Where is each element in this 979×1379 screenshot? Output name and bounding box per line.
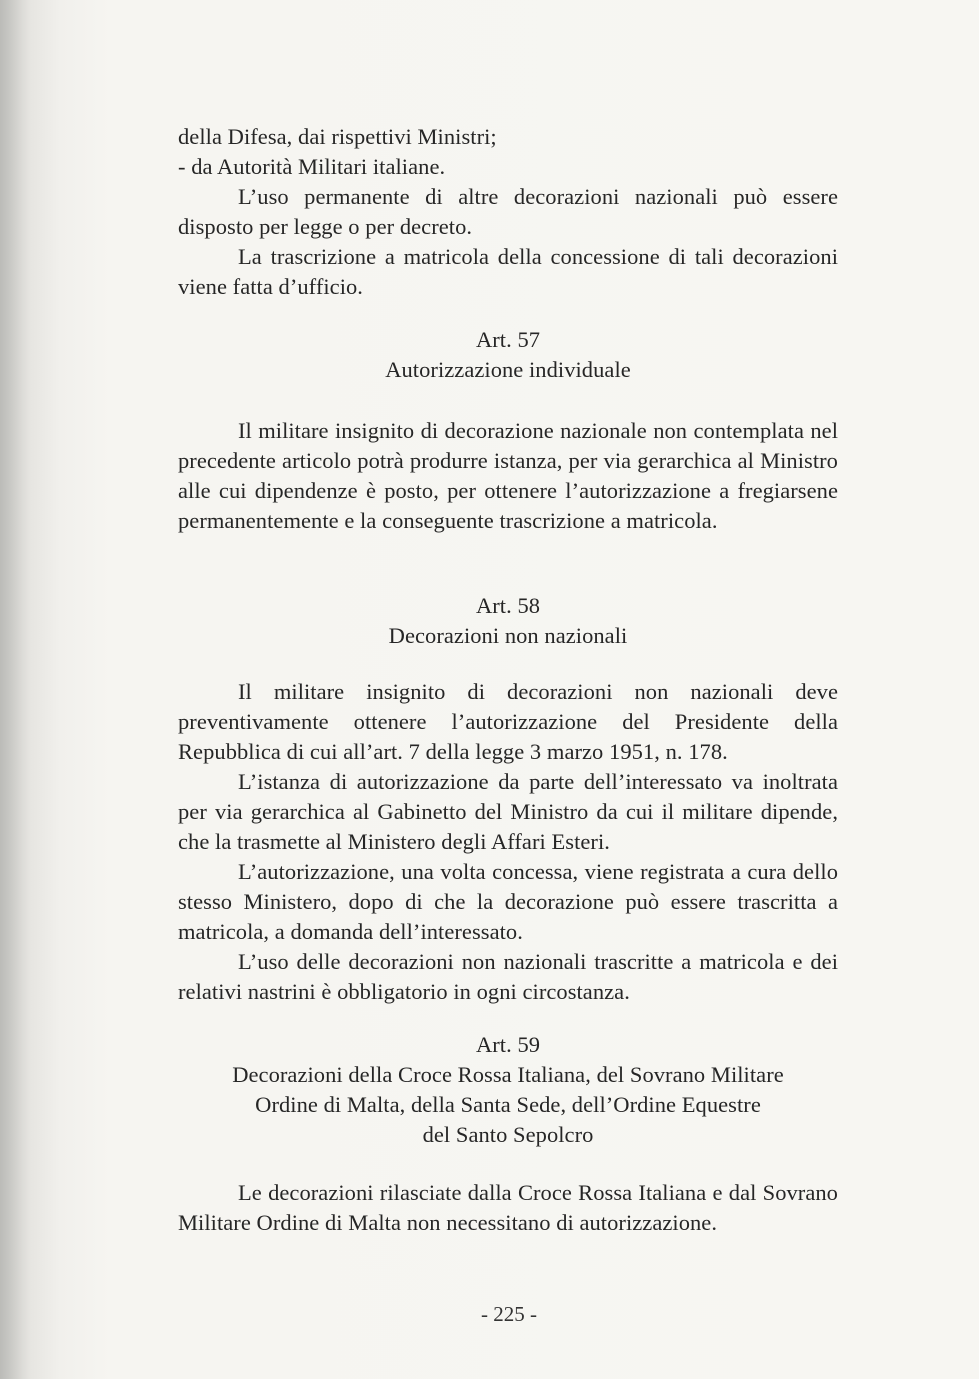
article-57-title: Autorizzazione individuale (385, 357, 631, 382)
article-58-paragraph-3: L’autorizzazione, una volta concessa, viene registrata a cura dello stesso Ministero, dopo di che la decorazione può essere trascritta a matricola, a domanda dell’interessato. (178, 859, 838, 944)
article-57 (178, 325, 838, 385)
article-58-paragraph-4: L’uso delle decorazioni non nazionali trascritte a matricola e dei relativi nastrini è obbligatorio in ogni circostanza. (178, 949, 838, 1004)
article-58 (178, 591, 838, 651)
intro-paragraph-2: La trascrizione a matricola della concessione di tali decorazioni viene fatta d’ufficio. (178, 244, 838, 299)
article-58-paragraph-2: L’istanza di autorizzazione da parte dell’interessato va inoltrata per via gerarchica al Gabinetto del Ministro da cui il militare dipende, che la trasmette al Ministero degli Affari Esteri. (178, 769, 838, 854)
article-59-number: Art. 59 (475, 1032, 541, 1057)
article-57-body (178, 416, 838, 536)
article-58-paragraph-1: Il militare insignito di decorazioni non nazionali deve preventivamente ottenere l’autorizzazione del Presidente della Repubblica di cui all’art. 7 della legge 3 marzo 1951, n. 178. (178, 679, 838, 764)
article-59-paragraph-1: Le decorazioni rilasciate dalla Croce Rossa Italiana e dal Sovrano Militare Ordine di Malta non necessitano di autorizzazione. (178, 1180, 838, 1235)
article-59-title-line-2: Ordine di Malta, della Santa Sede, dell’Ordine Equestre (255, 1092, 761, 1117)
article-59-title-line-3: del Santo Sepolcro (422, 1122, 594, 1147)
article-57-number: Art. 57 (475, 327, 541, 352)
article-57-paragraph-1: Il militare insignito di decorazione nazionale non contemplata nel precedente articolo potrà produrre istanza, per via gerarchica al Ministro alle cui dipendenze è posto, per ottenere l’autorizzazione a fregiarsene permanentemente e la conseguente trascrizione a matricola. (178, 418, 838, 533)
intro-line-2: - da Autorità Militari italiane. (178, 154, 446, 179)
article-59-title-line-1: Decorazioni della Croce Rossa Italiana, del Sovrano Militare (232, 1062, 784, 1087)
intro-paragraph-1: L’uso permanente di altre decorazioni nazionali può essere disposto per legge o per decreto. (178, 184, 838, 239)
article-58-number: Art. 58 (475, 593, 541, 618)
article-59-body (178, 1178, 838, 1238)
article-58-body (178, 677, 838, 1007)
intro-line-1: della Difesa, dai rispettivi Ministri; (178, 124, 497, 149)
scan-shadow (0, 0, 30, 1379)
intro-section (178, 122, 838, 302)
article-58-title: Decorazioni non nazionali (388, 623, 628, 648)
page-number: - 225 - (481, 1302, 537, 1326)
article-59 (168, 1030, 848, 1150)
